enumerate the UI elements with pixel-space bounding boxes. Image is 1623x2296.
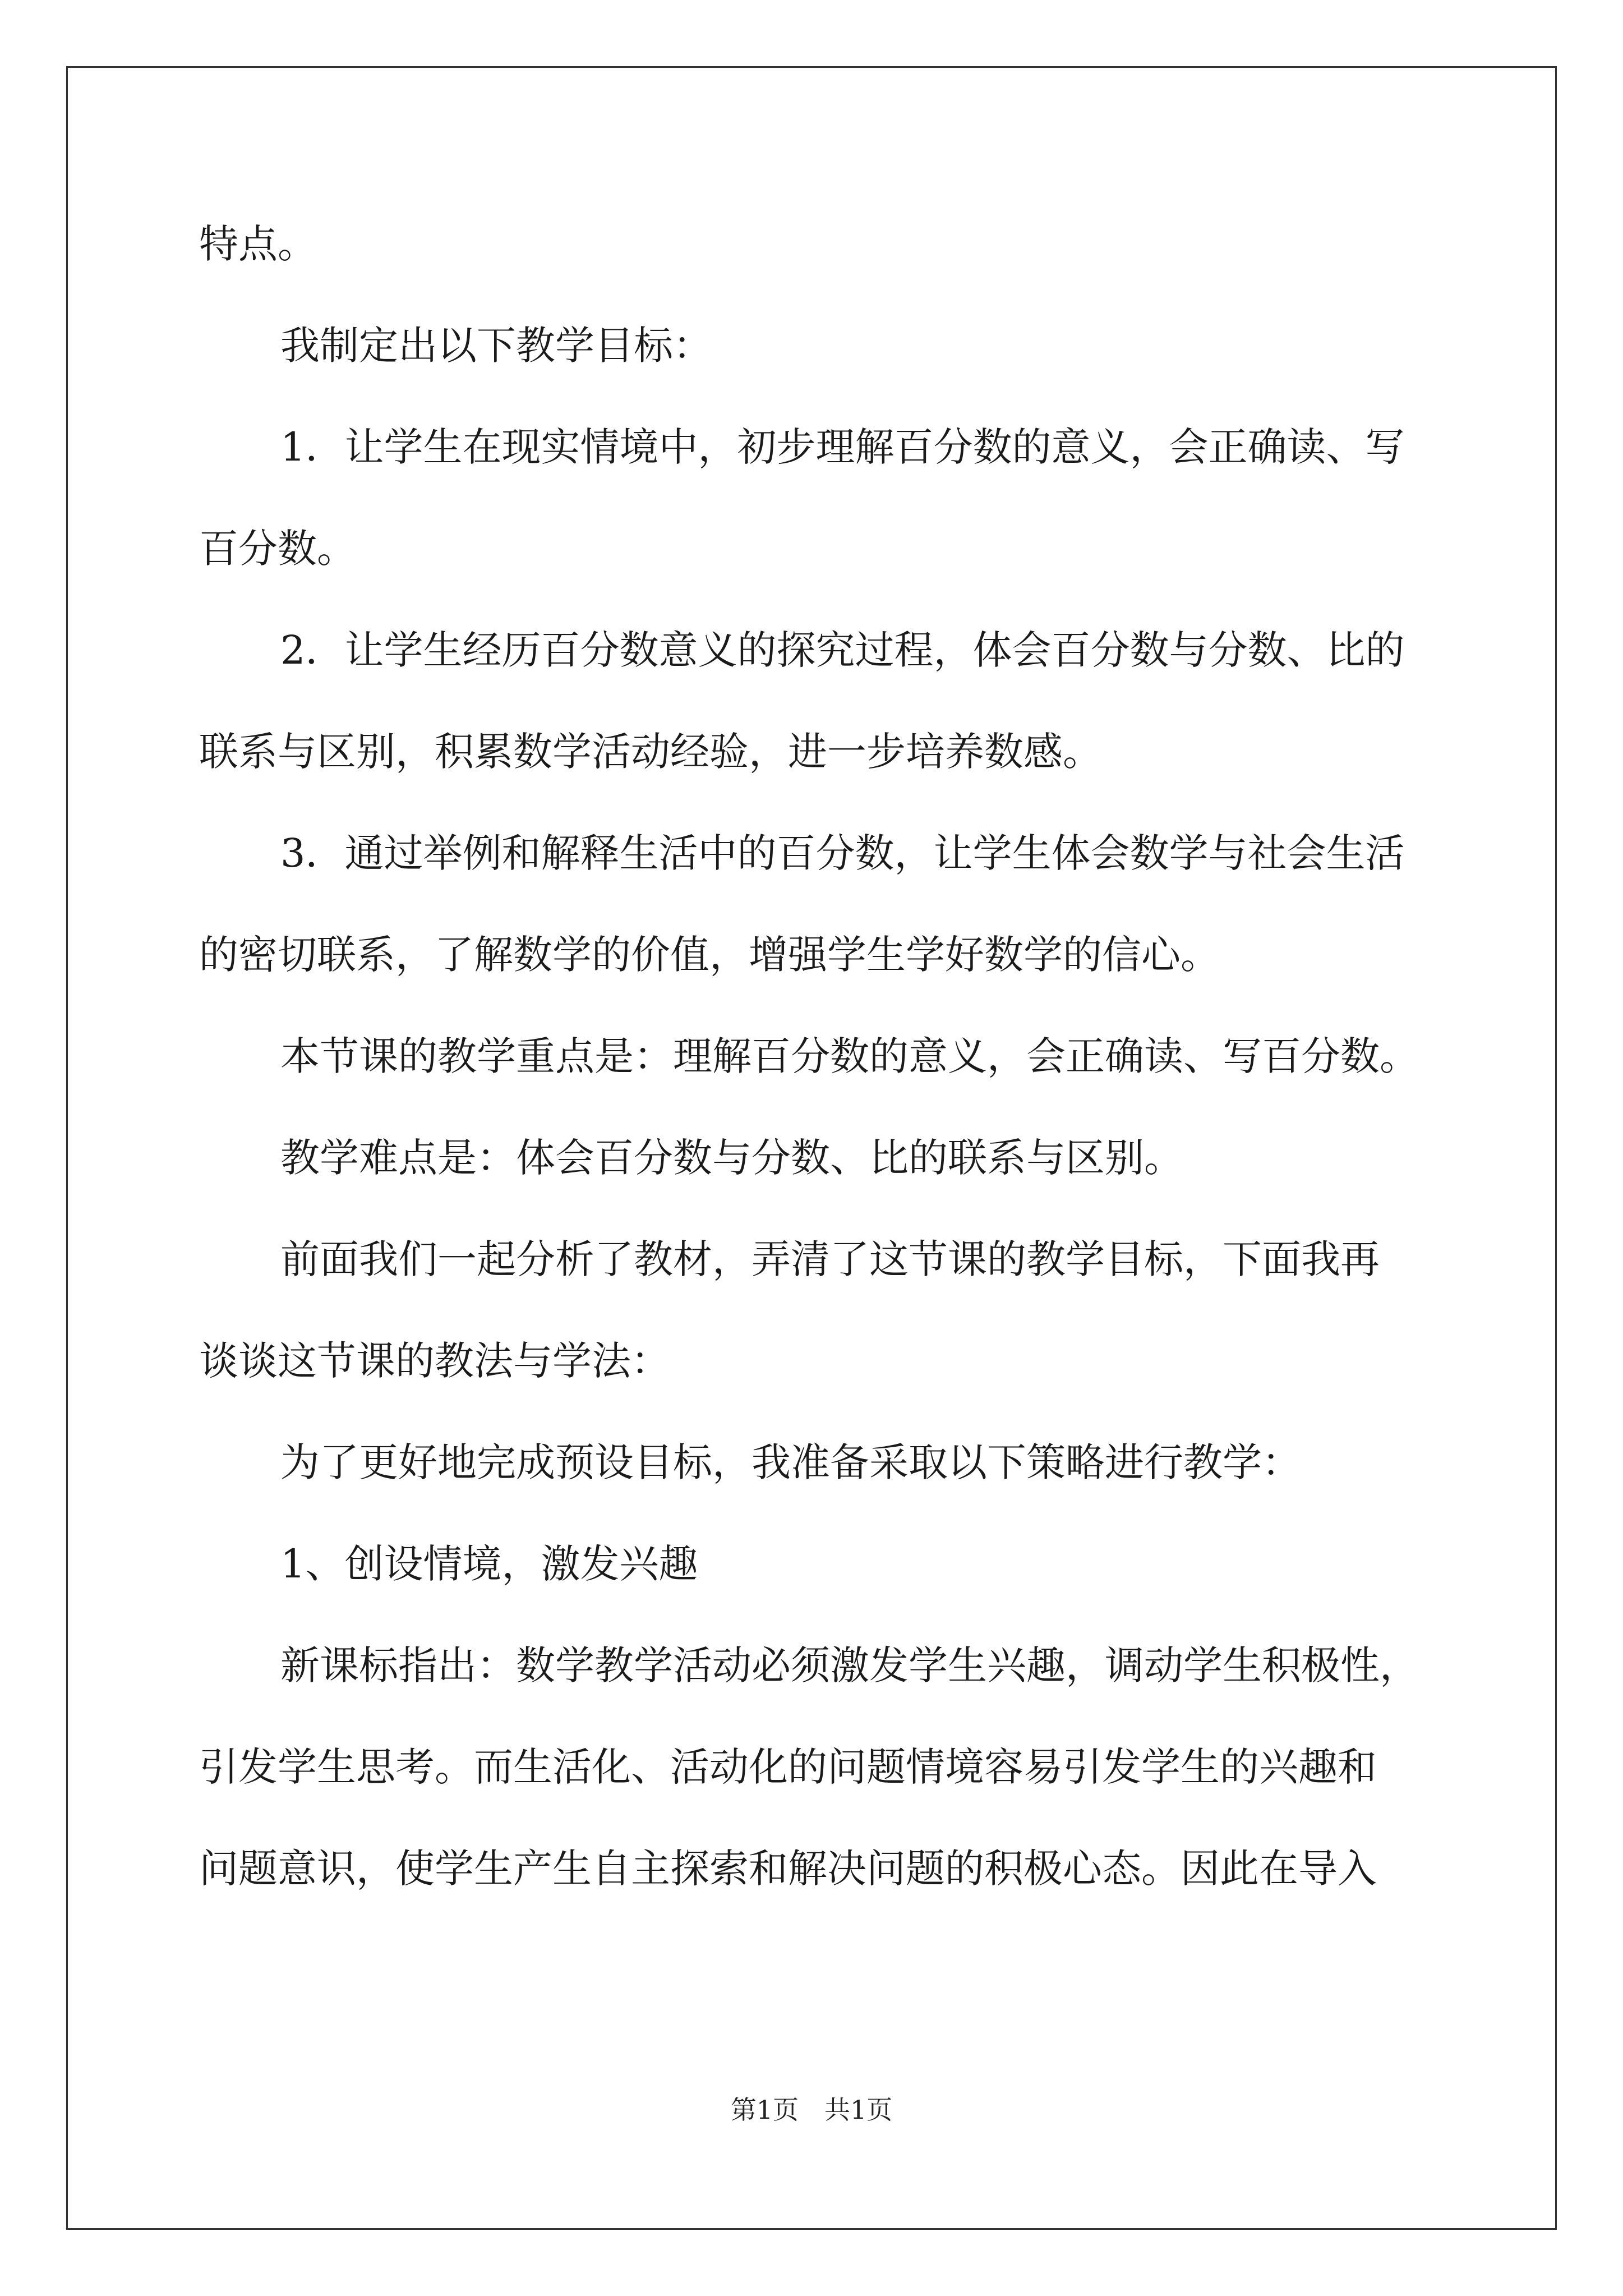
text-line: 1、创设情境，激发兴趣 <box>280 1541 698 1587</box>
text-line: 特点。 <box>199 221 317 267</box>
text-line: 百分数。 <box>199 526 356 572</box>
text-line: 的密切联系，了解数学的价值，增强学生学好数学的信心。 <box>199 932 1220 978</box>
text-line: 2．让学生经历百分数意义的探究过程，体会百分数与分数、比的 <box>280 627 1405 673</box>
text-line: 1．让学生在现实情境中，初步理解百分数的意义，会正确读、写 <box>280 424 1405 470</box>
text-line: 我制定出以下教学目标： <box>280 323 712 369</box>
text-line: 前面我们一起分析了教材，弄清了这节课的教学目标，下面我再 <box>280 1236 1380 1282</box>
text-line: 为了更好地完成预设目标，我准备采取以下策略进行教学： <box>280 1439 1301 1485</box>
text-line: 本节课的教学重点是：理解百分数的意义，会正确读、写百分数。 <box>280 1033 1419 1079</box>
text-line: 教学难点是：体会百分数与分数、比的联系与区别。 <box>280 1135 1183 1181</box>
page-number-footer: 第1页 共1页 <box>730 2095 893 2125</box>
text-line: 新课标指出：数学教学活动必须激发学生兴趣，调动学生积极性， <box>280 1642 1419 1688</box>
text-line: 3．通过举例和解释生活中的百分数，让学生体会数学与社会生活 <box>280 830 1405 876</box>
text-line: 谈谈这节课的教法与学法： <box>199 1338 670 1384</box>
text-line: 引发学生思考。而生活化、活动化的问题情境容易引发学生的兴趣和 <box>199 1744 1377 1790</box>
text-line: 问题意识，使学生产生自主探索和解决问题的积极心态。因此在导入 <box>199 1846 1377 1892</box>
text-line: 联系与区别，积累数学活动经验，进一步培养数感。 <box>199 729 1102 775</box>
